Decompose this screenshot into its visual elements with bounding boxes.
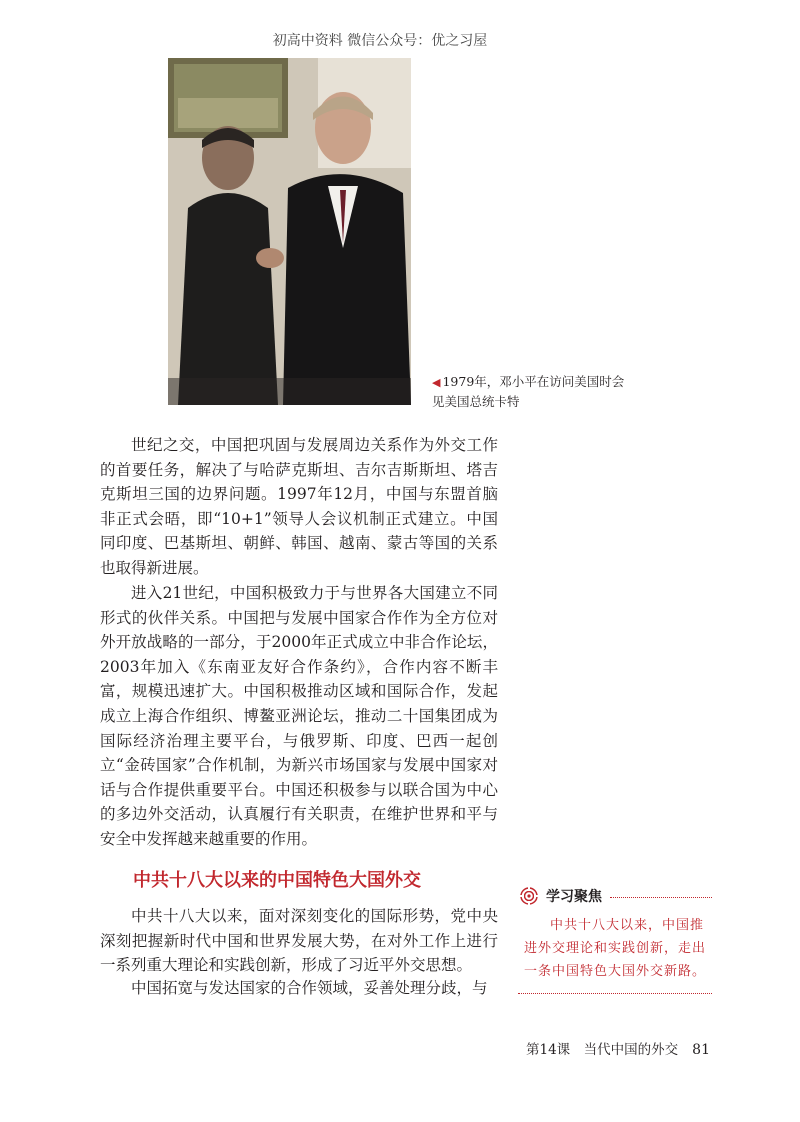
lesson-title: 第14课 当代中国的外交 (525, 1042, 679, 1058)
study-focus-box (518, 884, 712, 994)
page-footer (526, 1038, 710, 1058)
study-focus-title: 学习聚焦 (546, 889, 602, 905)
study-focus-text: 中共十八大以来，中国推进外交理论和实践创新，走出一条中国特色大国外交新路。 (524, 918, 707, 979)
paragraph-2: 进入21世纪，中国积极致力于与世界各大国建立不同形式的伙伴关系。中国把与发展中国家合作作为全方位对外开放战略的一部分，于2000年正式成立中非合作论坛，2003年加入《东南亚友好合作条约》，合作内容不断丰富，规模迅速扩大。中国积极推动区域和国际合作，发起成立上海合作组织、博鳌亚洲论坛，推动二十国集团成为国际经济治理主要平台，与俄罗斯、印度、巴西一起创立“金砖国家”合作机制，为新兴市场国家与发展中国家对话与合作提供重要平台。中国还积极参与以联合国为中心的多边外交活动，认真履行有关职责，在维护世界和平与安全中发挥越来越重要的作用。 (100, 584, 498, 848)
header-watermark: 初高中资料 微信公众号：优之习屋 (272, 33, 488, 49)
page-number: 81 (692, 1042, 710, 1058)
section-heading: 中共十八大以来的中国特色大国外交 (133, 870, 421, 891)
target-icon (520, 887, 538, 905)
caption-arrow-icon: ◀ (432, 376, 441, 389)
historical-photo (168, 58, 411, 405)
study-focus-divider (610, 897, 712, 898)
photo-illustration (168, 58, 411, 405)
section-paragraph-2: 中国拓宽与发达国家的合作领域，妥善处理分歧，与 (131, 979, 488, 997)
caption-text: 1979年，邓小平在访问美国时会见美国总统卡特 (432, 374, 625, 409)
study-focus-header (518, 884, 712, 908)
section-paragraph-1: 中共十八大以来，面对深刻变化的国际形势，党中央深刻把握新时代中国和世界发展大势，在对外工作上进行一系列重大理论和实践创新，形成了习近平外交思想。 (100, 907, 498, 975)
photo-caption (432, 372, 632, 411)
paragraph-1: 世纪之交，中国把巩固与发展周边关系作为外交工作的首要任务，解决了与哈萨克斯坦、吉尔吉斯斯坦、塔吉克斯坦三国的边界问题。1997年12月，中国与东盟首脑非正式会晤，即“10+1”领导人会议机制正式建立。中国同印度、巴基斯坦、朝鲜、韩国、越南、蒙古等国的关系也取得新进展。 (100, 436, 498, 577)
study-focus-bottom-divider (518, 993, 712, 994)
